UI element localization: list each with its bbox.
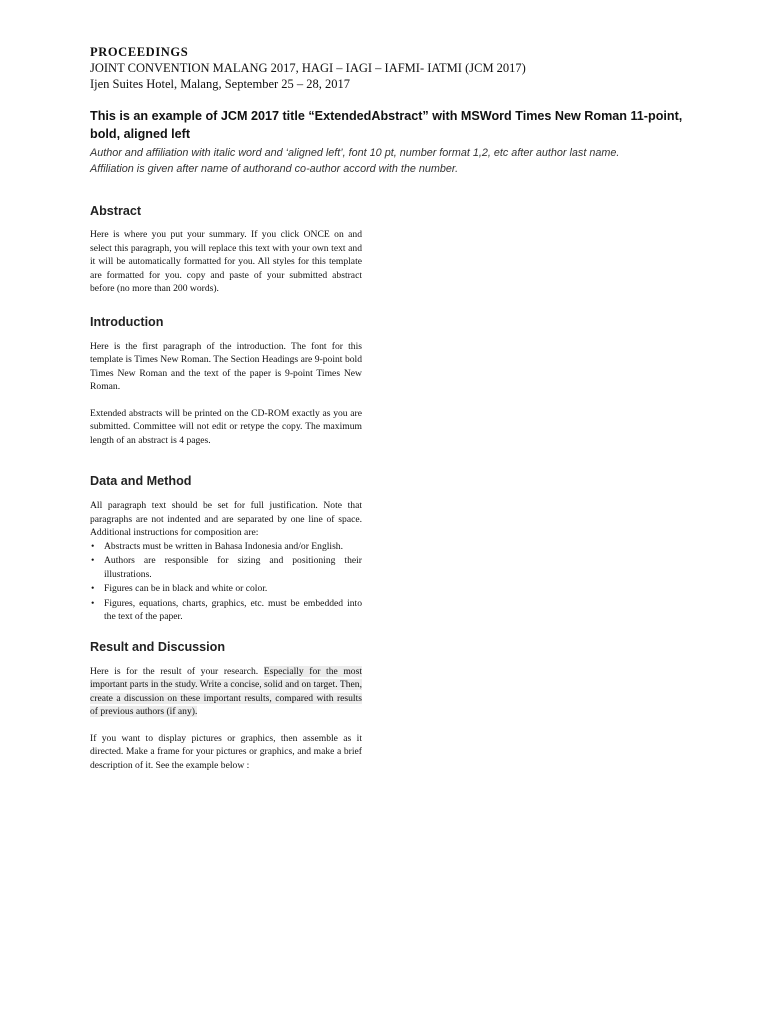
list-item: [90, 540, 362, 554]
author-affiliation: [90, 145, 690, 177]
composition-instructions-list: [90, 540, 362, 624]
abstract-heading: Abstract: [90, 204, 142, 218]
result-paragraph-2: If you want to display pictures or graphics, then assemble as it directed. Make a frame for your pictures or graphics, and make a brief description of it. See the example below :: [90, 732, 362, 771]
bullet-icon: •: [91, 597, 95, 609]
bullet-icon: •: [91, 555, 95, 566]
author-affiliation-line-2: Affiliation is given after name of authorand co-author accord with the number.: [90, 163, 459, 175]
introduction-heading: Introduction: [90, 314, 164, 329]
list-item: [90, 597, 362, 624]
title-block: [90, 107, 690, 177]
list-item-text: Abstracts must be written in Bahasa Indonesia and/or English.: [104, 540, 343, 552]
list-item-text: Figures can be in black and white or color.: [104, 583, 268, 594]
author-affiliation-line-1: Author and affiliation with italic word and ‘aligned left’, font 10 pt, number format 1,2, etc after author last name.: [90, 147, 620, 159]
convention-name: JOINT CONVENTION MALANG 2017, HAGI – IAGI – IAFMI- IATMI (JCM 2017): [90, 61, 526, 75]
list-item: [90, 582, 362, 596]
introduction-paragraph-2: Extended abstracts will be printed on the CD-ROM exactly as you are submitted. Committee will not edit or retype the copy. The maximum length of an abstract is 4 pages.: [90, 407, 362, 446]
highlighted-text: Especially for the most important parts in the study. Write a concise, solid and on target. Then, create a discussion on these important results, compared with results of previous authors (if any).: [90, 665, 362, 717]
result-paragraph-1: [90, 665, 362, 719]
introduction-paragraph-1: Here is the first paragraph of the introduction. The font for this template is Times New Roman. The Section Headings are 9-point bold Times New Roman and the text of the paper is 9-point Times New Roman.: [90, 340, 362, 392]
running-header: [90, 45, 710, 92]
paper-title: This is an example of JCM 2017 title “ExtendedAbstract” with MSWord Times New Roman 11-point, bold, aligned left: [90, 109, 683, 141]
abstract-paragraph: Here is where you put your summary. If you click ONCE on and select this paragraph, you will replace this text with your own text and it will be automatically formatted for you. All styles for this template are formatted for you. copy and paste of your submitted abstract before (no more than 200 words).: [90, 229, 362, 294]
bullet-icon: •: [91, 540, 95, 552]
result-discussion-heading: Result and Discussion: [90, 639, 226, 654]
list-item-text: Authors are responsible for sizing and positioning their illustrations.: [104, 555, 362, 580]
result-paragraph-1-lead: Here is for the result of your research.: [90, 665, 264, 677]
data-method-heading: Data and Method: [90, 474, 192, 488]
proceedings-label: PROCEEDINGS: [90, 45, 189, 59]
list-item-text: Figures, equations, charts, graphics, etc. must be embedded into the text of the paper.: [104, 597, 362, 622]
data-method-paragraph: All paragraph text should be set for full justification. Note that paragraphs are not indented and are separated by one line of space. Additional instructions for composition are:: [90, 500, 362, 538]
main-column: [90, 203, 362, 772]
convention-venue: Ijen Suites Hotel, Malang, September 25 – 28, 2017: [90, 77, 351, 91]
list-item: [90, 554, 362, 581]
bullet-icon: •: [91, 583, 95, 594]
